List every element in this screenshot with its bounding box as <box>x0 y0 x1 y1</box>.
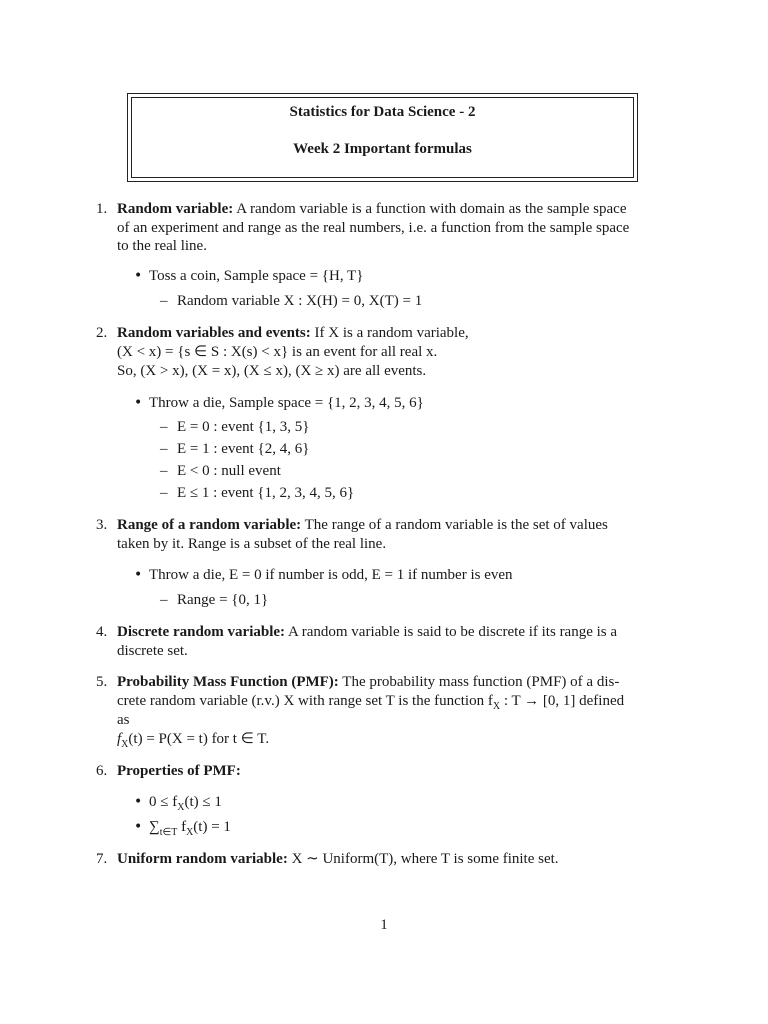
item-text: If X is a random variable, <box>314 325 469 341</box>
bullet-text: f <box>177 819 187 835</box>
item-number: 5. <box>96 674 108 690</box>
document-subtitle: Week 2 Important formulas <box>293 141 472 157</box>
item-line <box>117 200 627 219</box>
bullet-icon: • <box>134 268 143 284</box>
sub-bullet-text: Range = {0, 1} <box>177 592 269 608</box>
item-text: : T → [0, 1] defined <box>503 693 625 709</box>
dash-icon: – <box>160 441 168 457</box>
item-number: 1. <box>96 201 108 217</box>
item-text: So, (X > x), (X = x), (X ≤ x), (X ≥ x) are all events. <box>117 363 427 379</box>
item-text: The probability mass function (PMF) of a dis- <box>342 674 620 690</box>
subscript: X <box>121 739 129 750</box>
item-text: X ∼ Uniform(T), where T is some finite set. <box>291 851 559 867</box>
item-text: to the real line. <box>117 238 207 254</box>
item-heading: Random variable: <box>117 201 234 217</box>
document-title: Statistics for Data Science - 2 <box>289 104 476 120</box>
item-number: 6. <box>96 763 108 779</box>
item-text: (X < x) = {s ∈ S : X(s) < x} is an event for all real x. <box>117 344 438 360</box>
sub-bullet-text: E = 1 : event {2, 4, 6} <box>177 441 310 457</box>
dash-icon: – <box>160 419 168 435</box>
sub-bullet-text: E < 0 : null event <box>177 463 281 479</box>
item-heading: Discrete random variable: <box>117 624 286 640</box>
item-text: A random variable is a function with domain as the sample space <box>236 201 627 217</box>
bullet-icon: • <box>134 819 143 835</box>
item-text: as <box>117 712 130 728</box>
title-box-inner-border <box>131 97 634 178</box>
item-line <box>117 692 624 716</box>
item-line <box>117 324 469 343</box>
item-number: 4. <box>96 624 108 640</box>
item-line <box>117 730 269 754</box>
item-number: 2. <box>96 325 108 341</box>
dash-icon: – <box>160 463 168 479</box>
bullet-icon: • <box>134 395 143 411</box>
item-number: 7. <box>96 851 108 867</box>
item-text: of an experiment and range as the real numbers, i.e. a function from the sample space <box>117 220 630 236</box>
item-text: A random variable is said to be discrete if its range is a <box>287 624 618 640</box>
item-line <box>117 623 617 642</box>
dash-icon: – <box>160 592 168 608</box>
sub-bullet-text: E ≤ 1 : event {1, 2, 3, 4, 5, 6} <box>177 485 355 501</box>
item-text: The range of a random variable is the set of values <box>304 517 608 533</box>
bullet-line <box>149 793 222 817</box>
dash-icon: – <box>160 485 168 501</box>
item-heading: Properties of PMF: <box>117 763 241 779</box>
item-line <box>117 850 559 869</box>
bullet-text: Toss a coin, Sample space = {H, T} <box>149 268 364 284</box>
bullet-icon: • <box>134 794 143 810</box>
title-box <box>127 93 638 182</box>
item-line <box>117 673 619 692</box>
subscript: X <box>186 827 194 838</box>
item-heading: Uniform random variable: <box>117 851 288 867</box>
bullet-text: Throw a die, E = 0 if number is odd, E = 1 if number is even <box>149 567 513 583</box>
subscript: X <box>492 701 501 712</box>
item-text: taken by it. Range is a subset of the real line. <box>117 536 387 552</box>
page-number: 1 <box>380 917 388 933</box>
item-number: 3. <box>96 517 108 533</box>
bullet-text: Throw a die, Sample space = {1, 2, 3, 4, 5, 6} <box>149 395 424 411</box>
item-text: discrete set. <box>117 643 188 659</box>
item-text: crete random variable (r.v.) X with range set T is the function f <box>117 693 493 709</box>
item-line <box>117 516 608 535</box>
item-heading: Random variables and events: <box>117 325 311 341</box>
sub-bullet-text: Random variable X : X(H) = 0, X(T) = 1 <box>177 293 423 309</box>
bullet-text: 0 ≤ f <box>149 794 178 810</box>
dash-icon: – <box>160 293 168 309</box>
item-text: f <box>117 731 122 747</box>
subscript: X <box>177 802 185 813</box>
item-heading: Range of a random variable: <box>117 517 302 533</box>
bullet-icon: • <box>134 567 143 583</box>
subscript: t∈T <box>159 827 178 838</box>
item-heading: Probability Mass Function (PMF): <box>117 674 339 690</box>
sub-bullet-text: E = 0 : event {1, 3, 5} <box>177 419 310 435</box>
bullet-line <box>149 818 231 842</box>
bullet-text: (t) = 1 <box>193 819 231 835</box>
bullet-text: (t) ≤ 1 <box>184 794 222 810</box>
sum-symbol: ∑ <box>149 819 160 835</box>
item-text: (t) = P(X = t) for t ∈ T. <box>128 731 270 747</box>
